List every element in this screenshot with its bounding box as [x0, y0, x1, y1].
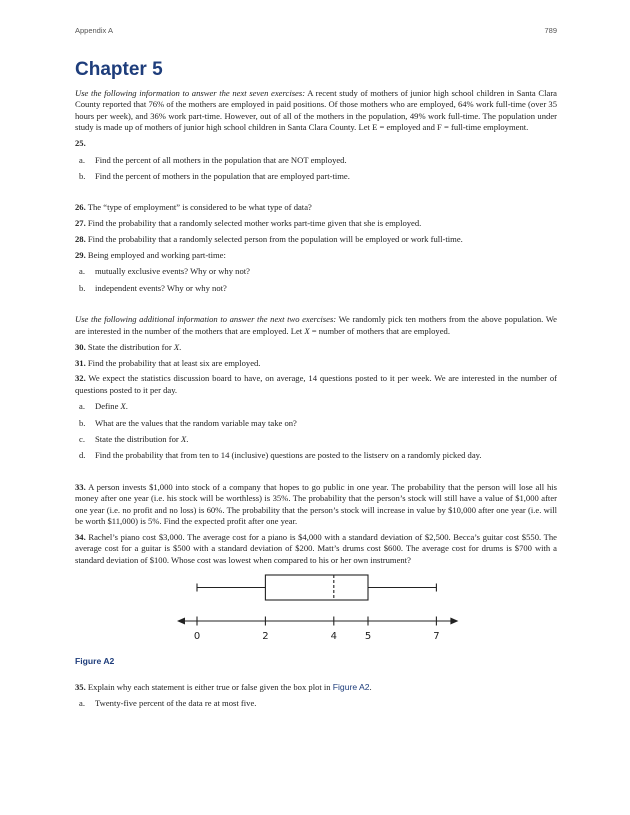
exercise-27 [75, 218, 557, 229]
sub-text: independent events? Why or why not? [95, 282, 227, 293]
exercise-number: 25. [75, 138, 86, 149]
running-head [75, 26, 557, 38]
exercise-text: Find the probability that at least six are employed. [85, 357, 261, 368]
figure-a2 [75, 570, 557, 654]
exercise-text: A person invests $1,000 into stock of a company that hopes to go public in one year. The probability that the person will lose all his money after one year (i.e. his stock will be worthless) is 35%. The probability that the person’s stock will still have a value of $1,000 after one year (i.e. no profit and no loss) is 60%. The probability that the person’s stock will increase in value by $10,000 after one year (i.e. will be worth $11,000) is 5%. Find the expected profit after one year. [75, 481, 557, 527]
exercise-number: 29. [75, 250, 86, 261]
axis-tick-label: 2 [262, 631, 269, 643]
axis-arrow-left [177, 618, 185, 625]
exercise-text: Find the probability that a randomly selected mother works part-time given that she is employed. [85, 218, 422, 229]
figure-reference-link[interactable]: Figure A2 [332, 681, 370, 692]
intro-2-text: We randomly pick ten mothers from the above population. We are interested in the number of the mothers that are employed. Let [75, 314, 557, 336]
sub-text: Find the percent of all mothers in the population that are NOT employed. [95, 154, 347, 165]
sub-text: Find the percent of mothers in the population that are employed part-time. [95, 170, 350, 181]
exercise-29b [75, 283, 557, 294]
exercise-text: Find the probability that a randomly selected person from the population will be employed or work full-time. [85, 234, 463, 245]
sub-label: a. [79, 698, 85, 708]
exercise-text: State the distribution for [85, 341, 174, 352]
sub-text-end: . [186, 434, 189, 445]
exercise-29a [75, 266, 557, 277]
running-head-section: Appendix A [75, 26, 113, 35]
exercise-text: Being employed and working part-time: [85, 250, 226, 261]
sub-text-end: . [125, 401, 128, 412]
exercise-30 [75, 342, 557, 353]
chapter-title: Chapter 5 [75, 59, 163, 80]
sub-label: a. [79, 401, 85, 412]
exercise-31 [75, 358, 557, 369]
exercise-text: Rachel’s piano cost $3,000. The average cost for a piano is $4,000 with a standard deviation of $2,500. Becca’s guitar cost $550. The average cost for a guitar is $500 with a standard deviation of $200. Matt’s drums cost $600. The average cost for drums is $700 with a standard deviation of $100. Whose cost was lowest when compared to his or her own instrument? [75, 531, 557, 565]
exercise-32 [75, 373, 557, 396]
exercise-number: 26. [75, 202, 86, 213]
figure-caption: Figure A2 [75, 656, 115, 667]
sub-text: mutually exclusive events? Why or why not? [95, 266, 250, 277]
exercise-number: 31. [75, 357, 86, 368]
sub-label: a. [79, 154, 85, 165]
sub-label: b. [79, 417, 86, 428]
exercise-text: Explain why each statement is either true or false given the box plot in [85, 681, 333, 692]
exercise-32d [75, 450, 557, 461]
exercise-text-end: . [369, 681, 372, 692]
intro-2-lead: Use the following additional information to answer the next two exercises: [75, 314, 337, 325]
intro-2-text-end: = number of mothers that are employed. [309, 325, 450, 336]
page-content [75, 58, 557, 709]
axis-tick-label: 5 [364, 631, 372, 643]
exercise-35a [75, 698, 557, 709]
sub-text: State the distribution for [95, 434, 181, 445]
exercise-26 [75, 202, 557, 213]
exercise-32c [75, 434, 557, 445]
sub-text: What are the values that the random variable may take on? [95, 417, 297, 428]
exercise-35 [75, 682, 557, 693]
sub-text: Find the probability that from ten to 14 (inclusive) questions are posted to the listserv on a randomly picked day. [95, 450, 482, 461]
sub-label: c. [79, 434, 85, 445]
exercise-29 [75, 250, 557, 261]
page-number: 789 [544, 26, 557, 35]
exercise-number: 32. [75, 373, 86, 384]
exercise-33 [75, 482, 557, 528]
sub-variable: X [120, 401, 126, 412]
exercise-number: 30. [75, 341, 86, 352]
exercise-32b [75, 418, 557, 429]
sub-label: a. [79, 266, 85, 277]
axis-tick-label: 0 [193, 631, 201, 643]
sub-text: Define [95, 401, 121, 412]
exercise-number: 34. [75, 531, 86, 542]
exercise-number: 33. [75, 481, 86, 492]
exercise-variable: X [173, 341, 180, 352]
iqr-box [265, 575, 368, 600]
intro-paragraph-1 [75, 88, 557, 134]
sub-text: Twenty-five percent of the data re at most five. [95, 698, 257, 708]
exercise-34 [75, 532, 557, 566]
box-plot [75, 570, 557, 654]
exercise-text-end: . [179, 341, 182, 352]
axis-arrow-right [450, 618, 458, 625]
exercise-28 [75, 234, 557, 245]
exercise-number: 28. [75, 234, 86, 245]
exercise-number: 27. [75, 218, 86, 229]
exercise-32a [75, 401, 557, 412]
sub-label: b. [79, 282, 86, 293]
sub-label: d. [79, 450, 86, 461]
exercise-text: We expect the statistics discussion board to have, on average, 14 questions posted to it per week. We are interested in the number of questions posted to it per day. [75, 373, 557, 395]
axis-tick-label: 4 [330, 631, 337, 643]
intro-1-text: A recent study of mothers of junior high school children in Santa Clara County reported that 76% of the mothers are employed in paid positions. Of those mothers who are employed, 64% work full-time (over 35 hours per week), and 36% work part-time. However, out of all of the mothers in the population, 49% work full-time. The population under study is made up of mothers of junior high school children in Santa Clara County. Let E = employed and F = full-time employment. [75, 88, 557, 133]
exercise-25 [75, 138, 557, 149]
axis-ticks [194, 617, 440, 643]
sub-label: b. [79, 170, 86, 181]
intro-2-variable: X [304, 325, 310, 336]
exercise-25a [75, 155, 557, 166]
intro-paragraph-2 [75, 314, 557, 337]
intro-1-lead: Use the following information to answer the next seven exercises: [75, 88, 306, 98]
sub-variable: X [180, 434, 187, 445]
axis-tick-label: 7 [433, 631, 440, 643]
exercise-text: The “type of employment” is considered to be what type of data? [85, 202, 312, 213]
exercise-number: 35. [75, 681, 86, 692]
exercise-25b [75, 171, 557, 182]
